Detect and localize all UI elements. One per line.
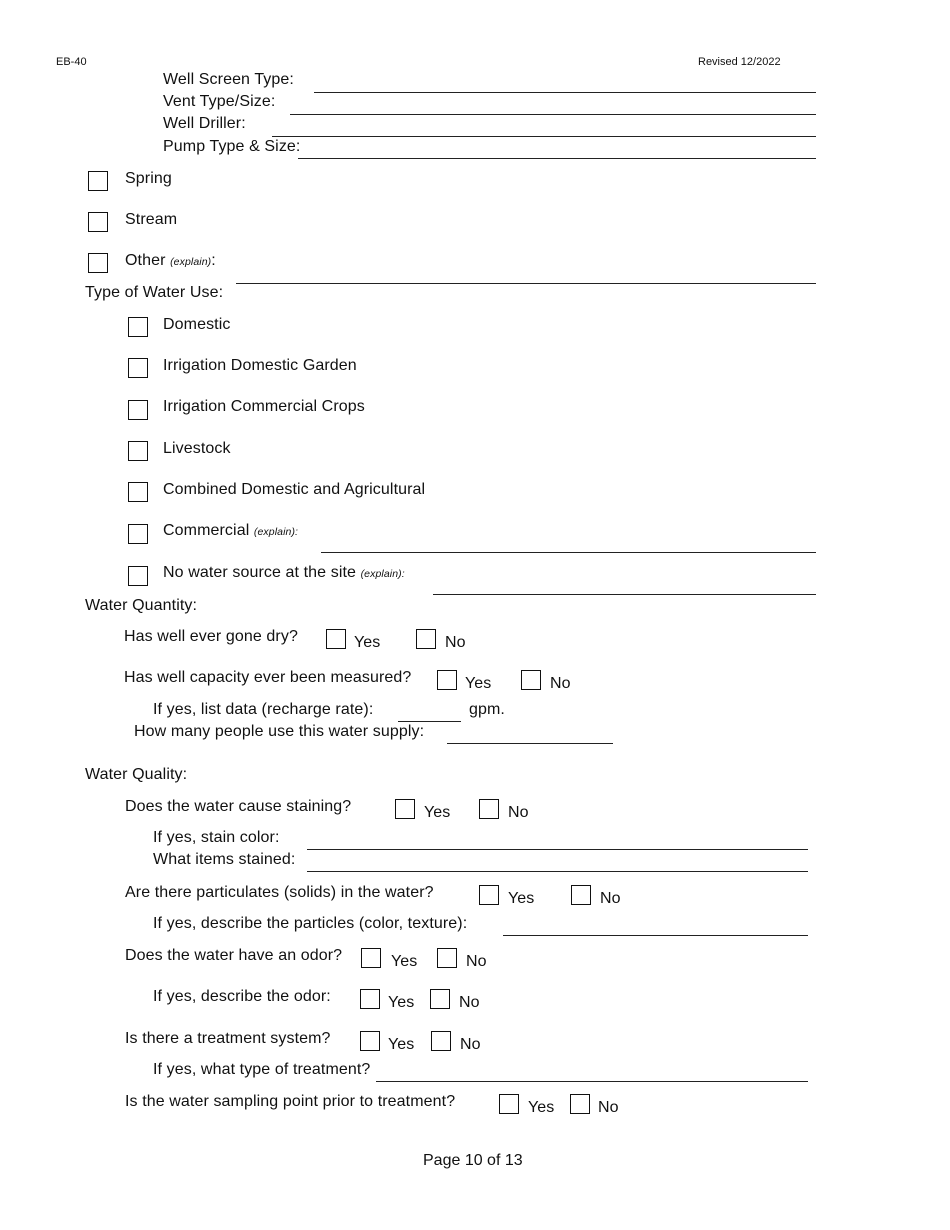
stream-label: Stream: [125, 211, 178, 228]
describe-odor-no-checkbox[interactable]: [430, 989, 450, 1009]
capacity-question: Has well capacity ever been measured?: [124, 669, 412, 686]
no-source-label: [163, 564, 405, 582]
recharge-rate-label: If yes, list data (recharge rate):: [153, 701, 374, 718]
no-source-checkbox[interactable]: [128, 566, 148, 586]
gone-dry-yes-checkbox[interactable]: [326, 629, 346, 649]
well-driller-label: Well Driller:: [163, 115, 246, 132]
no-source-text: No water source at the site: [163, 564, 357, 581]
commercial-hint: (explain):: [253, 526, 299, 538]
staining-question: Does the water cause staining?: [125, 798, 352, 815]
treatment-question: Is there a treatment system?: [125, 1030, 331, 1047]
staining-no-label: No: [508, 804, 529, 821]
other-source-colon: :: [211, 252, 216, 269]
page-number: Page 10 of 13: [423, 1152, 523, 1169]
gone-dry-no-label: No: [445, 634, 466, 651]
staining-yes-label: Yes: [424, 804, 451, 821]
items-stained-label: What items stained:: [153, 851, 296, 868]
stain-color-field[interactable]: [307, 849, 808, 850]
sampling-point-question: Is the water sampling point prior to treatment?: [125, 1093, 456, 1110]
stain-color-label: If yes, stain color:: [153, 829, 280, 846]
sampling-yes-checkbox[interactable]: [499, 1094, 519, 1114]
other-source-checkbox[interactable]: [88, 253, 108, 273]
items-stained-field[interactable]: [307, 871, 808, 872]
gone-dry-question: Has well ever gone dry?: [124, 628, 298, 645]
no-source-explain-field[interactable]: [433, 594, 816, 595]
other-source-hint: (explain): [170, 256, 212, 268]
sampling-no-label: No: [598, 1099, 619, 1116]
odor-no-checkbox[interactable]: [437, 948, 457, 968]
describe-odor-yes-checkbox[interactable]: [360, 989, 380, 1009]
treatment-yes-checkbox[interactable]: [360, 1031, 380, 1051]
commercial-explain-field[interactable]: [321, 552, 816, 553]
odor-question: Does the water have an odor?: [125, 947, 343, 964]
form-id: EB-40: [56, 56, 87, 68]
other-source-text: Other: [125, 252, 166, 269]
particulates-question: Are there particulates (solids) in the water?: [125, 884, 434, 901]
commercial-checkbox[interactable]: [128, 524, 148, 544]
particulates-yes-checkbox[interactable]: [479, 885, 499, 905]
pump-type-field[interactable]: [298, 158, 816, 159]
irrigation-crops-label: Irrigation Commercial Crops: [163, 398, 365, 415]
gone-dry-yes-label: Yes: [354, 634, 381, 651]
treatment-no-checkbox[interactable]: [431, 1031, 451, 1051]
domestic-checkbox[interactable]: [128, 317, 148, 337]
vent-type-label: Vent Type/Size:: [163, 93, 276, 110]
capacity-yes-label: Yes: [465, 675, 492, 692]
vent-type-field[interactable]: [290, 114, 816, 115]
gpm-unit: gpm.: [469, 701, 505, 718]
gone-dry-no-checkbox[interactable]: [416, 629, 436, 649]
particulates-no-label: No: [600, 890, 621, 907]
livestock-label: Livestock: [163, 440, 231, 457]
combined-use-label: Combined Domestic and Agricultural: [163, 481, 426, 498]
sampling-yes-label: Yes: [528, 1099, 555, 1116]
other-source-label: [125, 252, 216, 270]
capacity-yes-checkbox[interactable]: [437, 670, 457, 690]
capacity-no-checkbox[interactable]: [521, 670, 541, 690]
describe-particles-field[interactable]: [503, 935, 808, 936]
capacity-no-label: No: [550, 675, 571, 692]
people-count-label: How many people use this water supply:: [134, 723, 425, 740]
water-quality-title: Water Quality:: [85, 766, 188, 783]
pump-type-label: Pump Type & Size:: [163, 138, 301, 155]
odor-yes-checkbox[interactable]: [361, 948, 381, 968]
staining-no-checkbox[interactable]: [479, 799, 499, 819]
particulates-yes-label: Yes: [508, 890, 535, 907]
water-use-title: Type of Water Use:: [85, 284, 224, 301]
describe-odor-yes-label: Yes: [388, 994, 415, 1011]
people-count-field[interactable]: [447, 743, 613, 744]
odor-yes-label: Yes: [391, 953, 418, 970]
livestock-checkbox[interactable]: [128, 441, 148, 461]
irrigation-garden-label: Irrigation Domestic Garden: [163, 357, 357, 374]
commercial-text: Commercial: [163, 522, 250, 539]
spring-checkbox[interactable]: [88, 171, 108, 191]
treatment-type-field[interactable]: [376, 1081, 808, 1082]
revision-date: Revised 12/2022: [698, 56, 781, 68]
spring-label: Spring: [125, 170, 172, 187]
other-source-field[interactable]: [236, 283, 816, 284]
recharge-rate-field[interactable]: [398, 721, 461, 722]
describe-odor-label: If yes, describe the odor:: [153, 988, 331, 1005]
well-driller-field[interactable]: [272, 136, 816, 137]
describe-odor-no-label: No: [459, 994, 480, 1011]
odor-no-label: No: [466, 953, 487, 970]
particulates-no-checkbox[interactable]: [571, 885, 591, 905]
treatment-no-label: No: [460, 1036, 481, 1053]
treatment-yes-label: Yes: [388, 1036, 415, 1053]
no-source-hint: (explain):: [360, 568, 405, 580]
well-screen-type-label: Well Screen Type:: [163, 71, 294, 88]
water-quantity-title: Water Quantity:: [85, 597, 198, 614]
irrigation-crops-checkbox[interactable]: [128, 400, 148, 420]
commercial-label: [163, 522, 298, 540]
treatment-type-label: If yes, what type of treatment?: [153, 1061, 371, 1078]
well-screen-type-field[interactable]: [314, 92, 816, 93]
sampling-no-checkbox[interactable]: [570, 1094, 590, 1114]
domestic-label: Domestic: [163, 316, 231, 333]
staining-yes-checkbox[interactable]: [395, 799, 415, 819]
describe-particles-label: If yes, describe the particles (color, texture):: [153, 915, 468, 932]
combined-use-checkbox[interactable]: [128, 482, 148, 502]
stream-checkbox[interactable]: [88, 212, 108, 232]
irrigation-garden-checkbox[interactable]: [128, 358, 148, 378]
